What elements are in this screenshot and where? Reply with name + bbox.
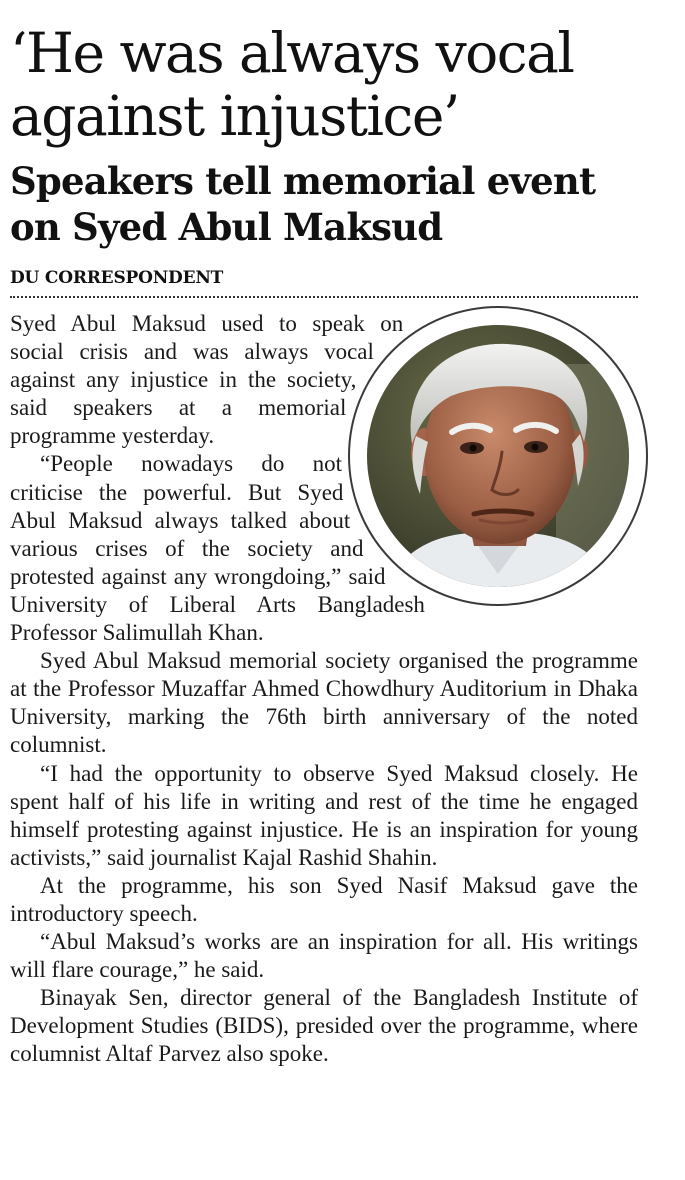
paragraph: Binayak Sen, director general of the Bangladesh Institute of Development Studies (BIDS), presided over the programme, where columnist Altaf Parvez also spoke. [10, 985, 638, 1067]
article-body [10, 310, 638, 1069]
subheadline: Speakers tell memorial event on Syed Abul Maksud [10, 159, 596, 249]
portrait-photo [348, 306, 648, 606]
paragraph: Syed Abul Maksud used to speak on social crisis and was always vocal against any injustice in the society, said speakers at a memorial programme yesterday. [10, 311, 404, 449]
paragraph: “People nowadays do not criticise the powerful. But Syed Abul Maksud always talked about various crises of the society and protested against any wrongdoing,” said University of Liberal Arts Bangladesh Professor Salimullah Khan. [10, 451, 425, 646]
paragraph: Syed Abul Maksud memorial society organised the programme at the Professor Muzaffar Ahmed Chowdhury Auditorium in Dhaka University, marking the 76th birth anniversary of the noted columnist. [10, 648, 638, 758]
paragraph: “I had the opportunity to observe Syed Maksud closely. He spent half of his life in writing and rest of the time he engaged himself protesting against injustice. He is an inspiration for young activists,” said journalist Kajal Rashid Shahin. [10, 760, 638, 870]
article [10, 0, 638, 1069]
dotted-divider [10, 296, 638, 298]
headline: ‘He was always vocal against injustice’ [10, 21, 574, 148]
byline: DU CORRESPONDENT [10, 268, 224, 288]
paragraph: “Abul Maksud’s works are an inspiration for all. His writings will flare courage,” he said. [10, 929, 638, 983]
portrait-image [366, 324, 630, 588]
paragraph: At the programme, his son Syed Nasif Maksud gave the introductory speech. [10, 872, 638, 926]
